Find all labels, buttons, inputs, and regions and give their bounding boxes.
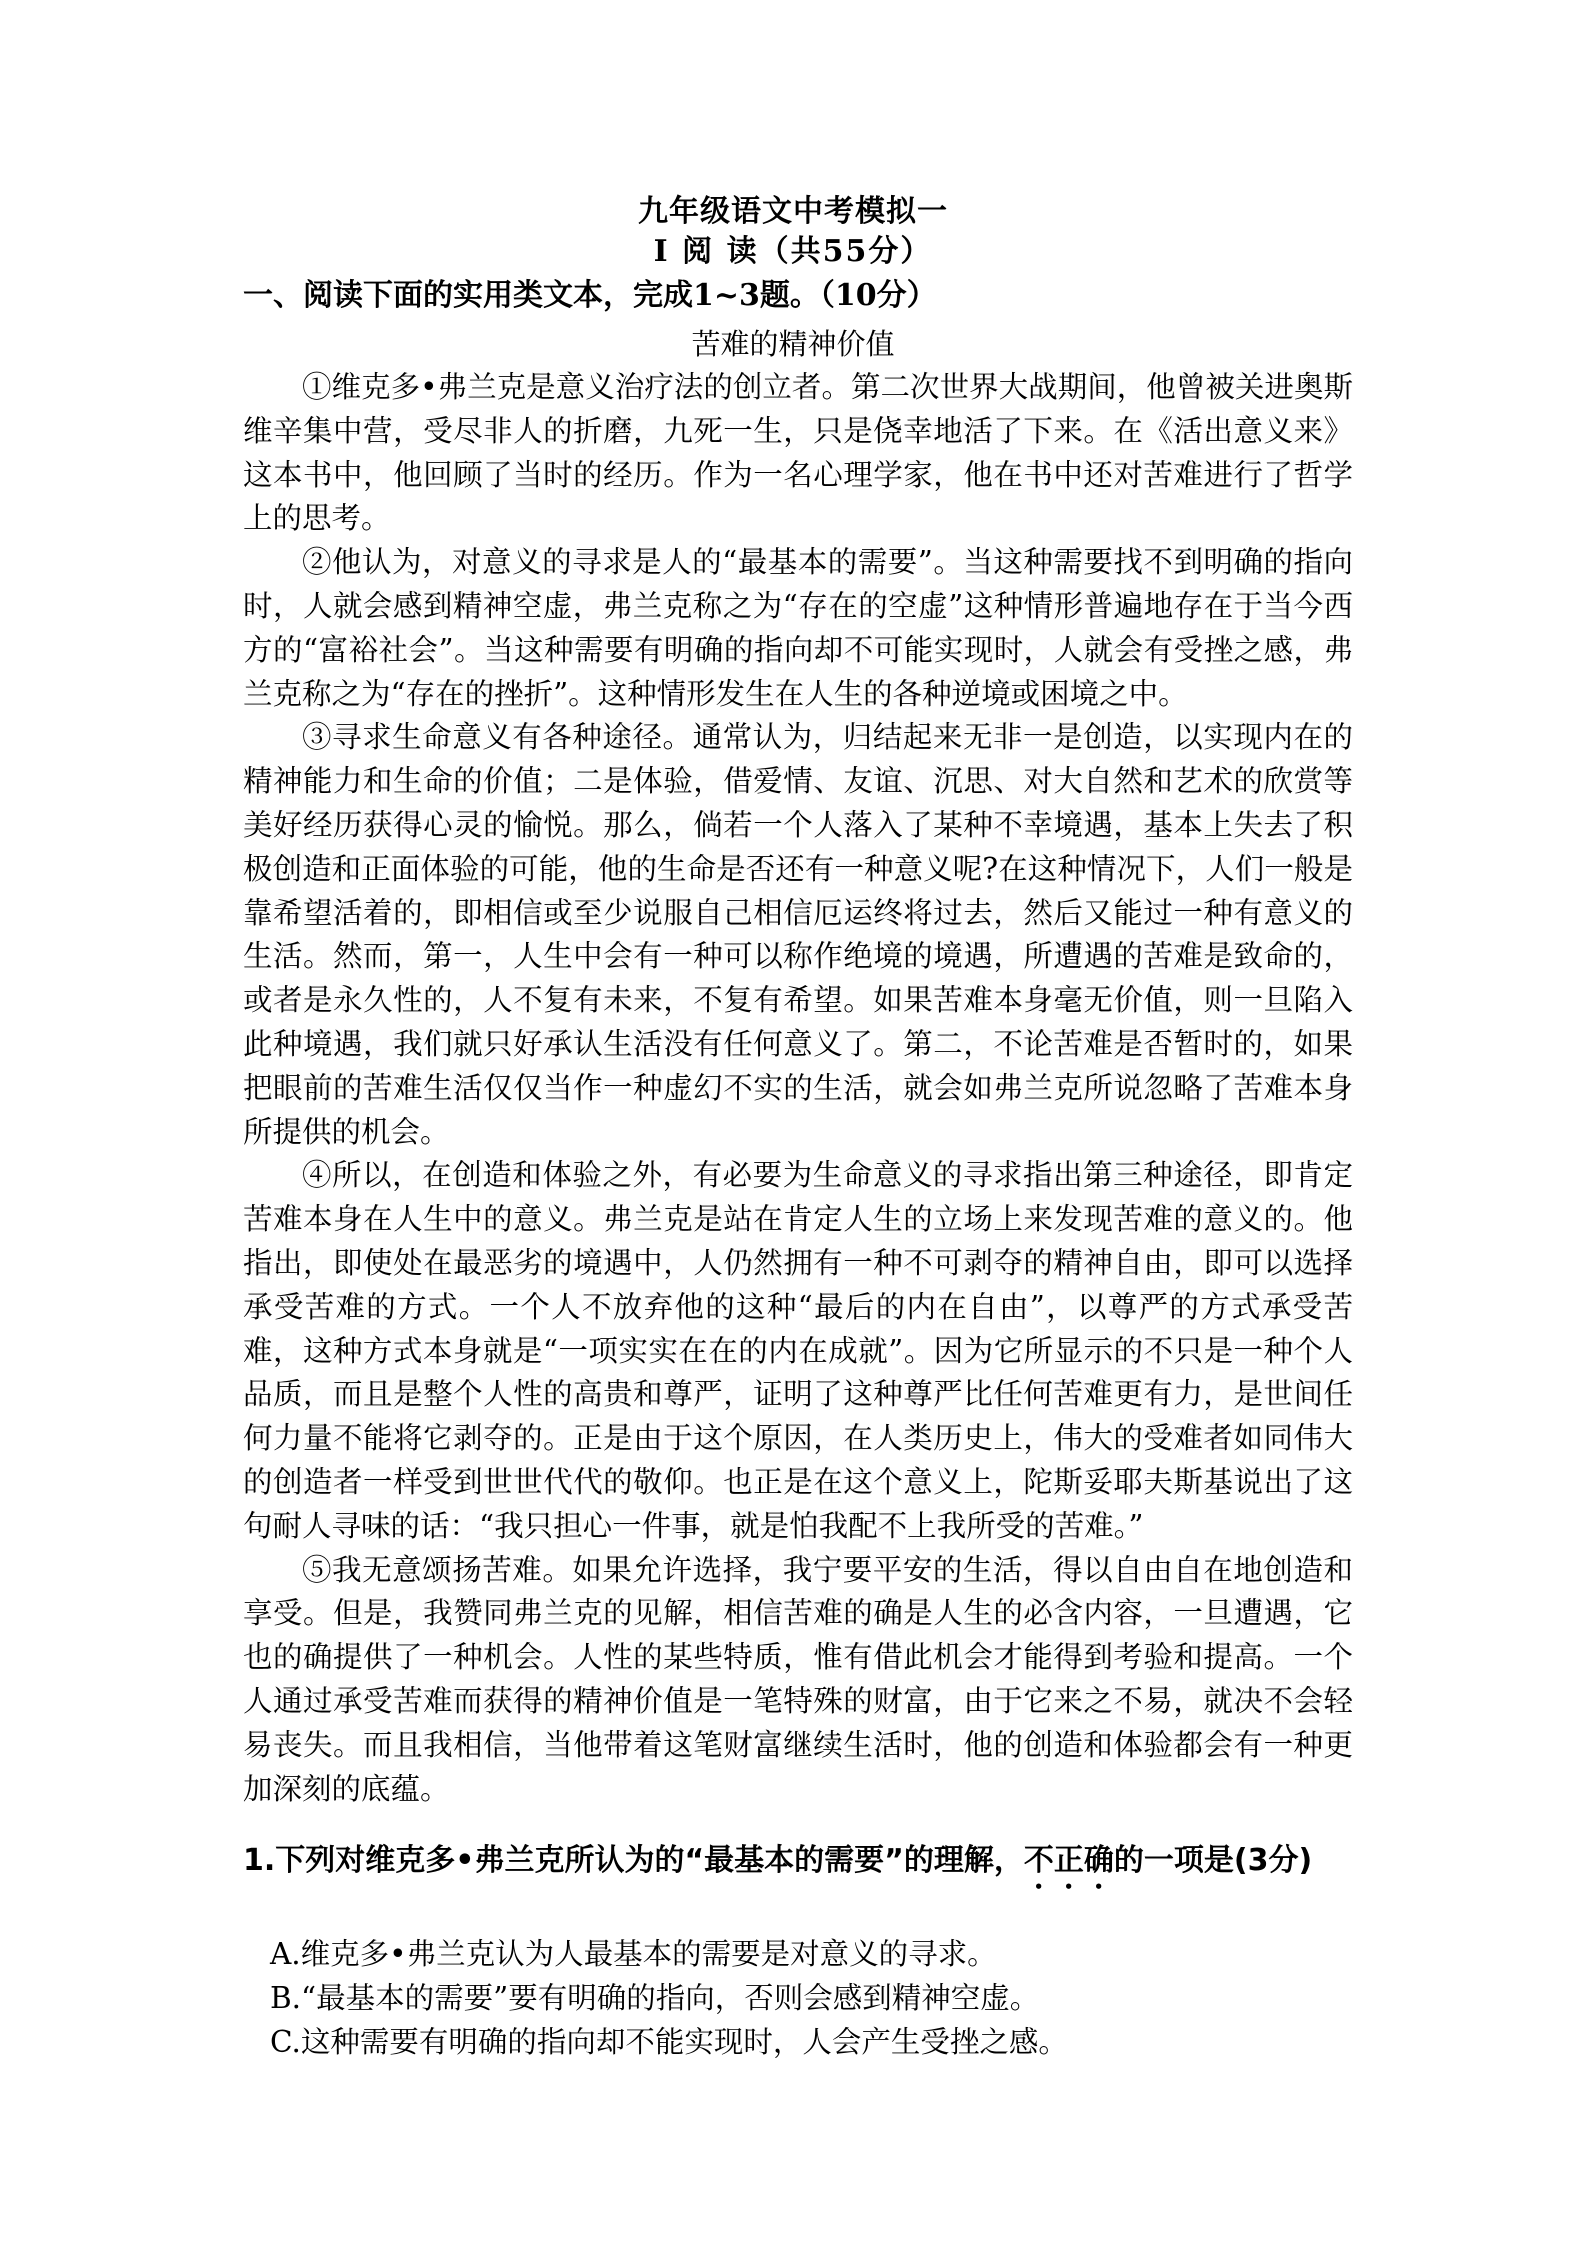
paragraph-4: ④所以，在创造和体验之外，有必要为生命意义的寻求指出第三种途径，即肯定苦难本身在人生中的意义。弗兰克是站在肯定人生的立场上来发现苦难的意义的。他指出，即使处在最恶劣的境遇中，人仍然拥有一种不可剥夺的精神自由，即可以选择承受苦难的方式。一个人不放弃他的这种“最后的内在自由”，以尊严的方式承受苦难，这种方式本身就是“一项实实在在的内在成就”。因为它所显示的不只是一种个人品质，而且是整个人性的高贵和尊严，证明了这种尊严比任何苦难更有力，是世间任何力量不能将它剥夺的。正是由于这个原因，在人类历史上，伟大的受难者如同伟大的创造者一样受到世世代代的敬仰。也正是在这个意义上，陀斯妥耶夫斯基说出了这句耐人寻味的话：“我只担心一件事，就是怕我配不上我所受的苦难。” <box>243 1158 1353 1543</box>
paragraph-3: ③寻求生命意义有各种途径。通常认为，归结起来无非一是创造，以实现内在的精神能力和生命的价值；二是体验，借爱情、友谊、沉思、对大自然和艺术的欣赏等美好经历获得心灵的愉悦。那么，倘若一个人落入了某种不幸境遇，基本上失去了积极创造和正面体验的可能，他的生命是否还有一种意义呢?在这种情况下，人们一般是靠希望活着的，即相信或至少说服自己相信厄运终将过去，然后又能过一种有意义的生活。然而，第一，人生中会有一种可以称作绝境的境遇，所遭遇的苦难是致命的，或者是永久性的，人不复有未来，不复有希望。如果苦难本身毫无价值，则一旦陷入此种境遇，我们就只好承认生活没有任何意义了。第二，不论苦难是否暂时的，如果把眼前的苦难生活仅仅当作一种虚幻不实的生活，就会如弗兰克所说忽略了苦难本身所提供的机会。 <box>243 720 1353 1149</box>
option-a: A.维克多•弗兰克认为人最基本的需要是对意义的寻求。 <box>270 1937 997 1971</box>
article-body <box>243 366 1353 1811</box>
question-1-stem-start: 1.下列对维克多•弗兰克所认为的“最基本的需要”的理解， <box>243 1843 1024 1878</box>
section-heading: 一、阅读下面的实用类文本，完成1~3题。（10分） <box>243 278 937 313</box>
exam-title: 九年级语文中考模拟一 <box>638 194 948 229</box>
paragraph-1: ①维克多•弗兰克是意义治疗法的创立者。第二次世界大战期间，他曾被关进奥斯维辛集中营，受尽非人的折磨，九死一生，只是侥幸地活了下来。在《活出意义来》这本书中，他回顾了当时的经历。作为一名心理学家，他在书中还对苦难进行了哲学上的思考。 <box>243 370 1353 536</box>
question-1-stem-end: 的一项是(3分) <box>1113 1843 1313 1878</box>
paragraph-5: ⑤我无意颂扬苦难。如果允许选择，我宁要平安的生活，得以自由自在地创造和享受。但是，我赞同弗兰克的见解，相信苦难的确是人生的必含内容，一旦遭遇，它也的确提供了一种机会。人性的某些特质，惟有借此机会才能得到考验和提高。一个人通过承受苦难而获得的精神价值是一笔特殊的财富，由于它来之不易，就决不会轻易丧失。而且我相信，当他带着这笔财富继续生活时，他的创造和体验都会有一种更加深刻的底蕴。 <box>243 1552 1353 1806</box>
question-1-emphasis: 不正确 <box>1023 1843 1114 1878</box>
paragraph-2: ②他认为，对意义的寻求是人的“最基本的需要”。当这种需要找不到明确的指向时，人就会感到精神空虚，弗兰克称之为“存在的空虚”这种情形普遍地存在于当今西方的“富裕社会”。当这种需要有明确的指向却不可能实现时，人就会有受挫之感，弗兰克称之为“存在的挫折”。这种情形发生在人生的各种逆境或困境之中。 <box>243 545 1353 711</box>
article-title: 苦难的精神价值 <box>691 327 895 361</box>
question-1-stem <box>243 1838 1353 1896</box>
question-1-options <box>270 1932 1350 2064</box>
part-title: I 阅 读（共55分） <box>653 234 933 269</box>
option-b: B.“最基本的需要”要有明确的指向，否则会感到精神空虚。 <box>270 1981 1040 2015</box>
option-c: C.这种需要有明确的指向却不能实现时，人会产生受挫之感。 <box>270 2025 1068 2059</box>
